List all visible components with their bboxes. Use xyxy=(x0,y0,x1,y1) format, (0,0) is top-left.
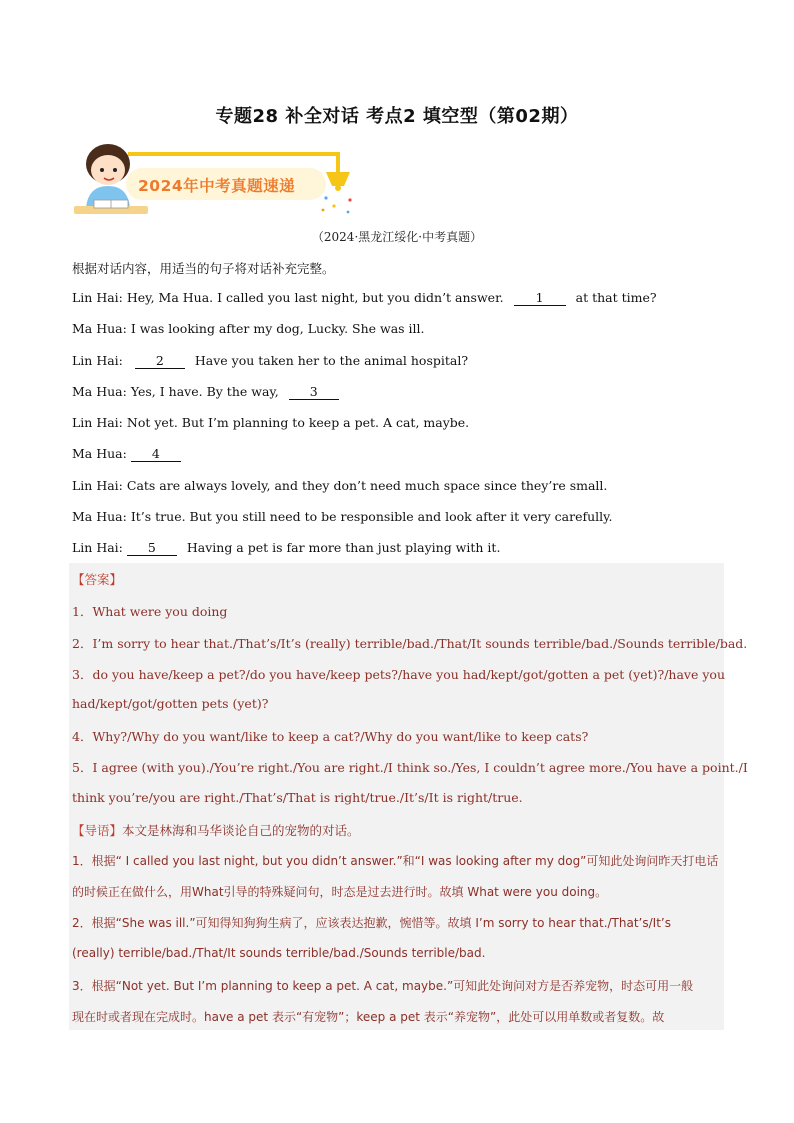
speaker: Lin Hai: xyxy=(72,290,123,305)
explanation-line-2: 的时候正在做什么，用What引导的特殊疑问句，时态是过去进行时。故填 What were you doing。 xyxy=(72,885,608,899)
dialogue-line-3 xyxy=(72,353,468,369)
instruction: 根据对话内容，用适当的句子将对话补充完整。 xyxy=(72,261,335,276)
answer-item-5: 5．I agree (with you)./You’re right./You are right./I think so./Yes, I couldn’t agree more./You have a point./I xyxy=(72,760,748,775)
dialogue-line-2 xyxy=(72,321,425,336)
speaker: Lin Hai: xyxy=(72,540,123,555)
speaker: Ma Hua: xyxy=(72,384,127,399)
dialogue-text: Hey, Ma Hua. I called you last night, but you didn’t answer. xyxy=(126,290,504,305)
dialogue-text: It’s true. But you still need to be responsible and look after it very carefully. xyxy=(130,509,613,524)
question-source: （2024·黑龙江绥化·中考真题） xyxy=(311,230,483,244)
banner xyxy=(68,138,368,222)
dialogue-text: Yes, I have. By the way, xyxy=(130,384,279,399)
dialogue-line-6 xyxy=(72,446,181,462)
dialogue-text: Not yet. But I’m planning to keep a pet. A cat, maybe. xyxy=(126,415,470,430)
dialogue-line-4 xyxy=(72,384,339,400)
speaker: Ma Hua: xyxy=(72,446,127,461)
guide-header: 【导语】 xyxy=(72,823,123,838)
answer-header: 【答案】 xyxy=(72,572,123,587)
answer-item-4: 4．Why?/Why do you want/like to keep a cat?/Why do you want/like to keep cats? xyxy=(72,729,589,744)
dialogue-text: Cats are always lovely, and they don’t need much space since they’re small. xyxy=(126,478,608,493)
speaker: Ma Hua: xyxy=(72,321,127,336)
dialogue-line-5 xyxy=(72,415,469,430)
answer-blank-5[interactable]: 5 xyxy=(127,541,177,556)
answer-item-5-cont: think you’re/you are right./That’s/That is right/true./It’s/It is right/true. xyxy=(72,790,523,805)
answer-blank-4[interactable]: 4 xyxy=(131,447,181,462)
dialogue-line-1 xyxy=(72,290,657,306)
dialogue-text: Have you taken her to the animal hospital? xyxy=(194,353,469,368)
explanation-line-4: (really) terrible/bad./That/It sounds terrible/bad./Sounds terrible/bad. xyxy=(72,946,486,960)
explanation-line-3: 2．根据“She was ill.”可知得知狗狗生病了，应该表达抱歉，惋惜等。故填 I’m sorry to hear that./That’s/It’s xyxy=(72,916,671,930)
answer-blank-2[interactable]: 2 xyxy=(135,354,185,369)
dialogue-text: Having a pet is far more than just playing with it. xyxy=(186,540,501,555)
dialogue-line-9 xyxy=(72,540,500,556)
guide-line xyxy=(72,821,360,839)
answer-item-3: 3．do you have/keep a pet?/do you have/keep pets?/have you had/kept/got/gotten a pet (yet)?/have you xyxy=(72,667,725,682)
dialogue-text: I was looking after my dog, Lucky. She was ill. xyxy=(130,321,425,336)
explanation-line-6: 现在时或者现在完成时。have a pet 表示“有宠物”；keep a pet 表示“养宠物”，此处可以用单数或者复数。故 xyxy=(72,1010,665,1024)
speaker: Lin Hai: xyxy=(72,353,123,368)
answer-blank-3[interactable]: 3 xyxy=(289,385,339,400)
page-title: 专题28 补全对话 考点2 填空型（第02期） xyxy=(215,106,579,127)
answer-item-2: 2．I’m sorry to hear that./That’s/It’s (really) terrible/bad./That/It sounds terrible/bad./Sounds terrible/bad. xyxy=(72,636,748,651)
answer-item-3-cont: had/kept/got/gotten pets (yet)? xyxy=(72,696,269,711)
banner-text: 2024年中考真题速递 xyxy=(138,177,296,195)
dialogue-line-7 xyxy=(72,478,607,493)
speaker: Lin Hai: xyxy=(72,478,123,493)
explanation-line-1: 1．根据“ I called you last night, but you didn’t answer.”和“I was looking after my dog”可知此处询问昨天打电话 xyxy=(72,854,719,868)
speaker: Ma Hua: xyxy=(72,509,127,524)
dialogue-text: at that time? xyxy=(575,290,657,305)
dialogue-line-8 xyxy=(72,509,613,524)
guide-text: 本文是林海和马华谈论自己的宠物的对话。 xyxy=(122,823,360,838)
speaker: Lin Hai: xyxy=(72,415,123,430)
explanation-line-5: 3．根据“Not yet. But I’m planning to keep a pet. A cat, maybe.”可知此处询问对方是否养宠物，时态可用一般 xyxy=(72,979,694,993)
answer-item-1: 1．What were you doing xyxy=(72,604,228,619)
answer-blank-1[interactable]: 1 xyxy=(514,291,566,306)
